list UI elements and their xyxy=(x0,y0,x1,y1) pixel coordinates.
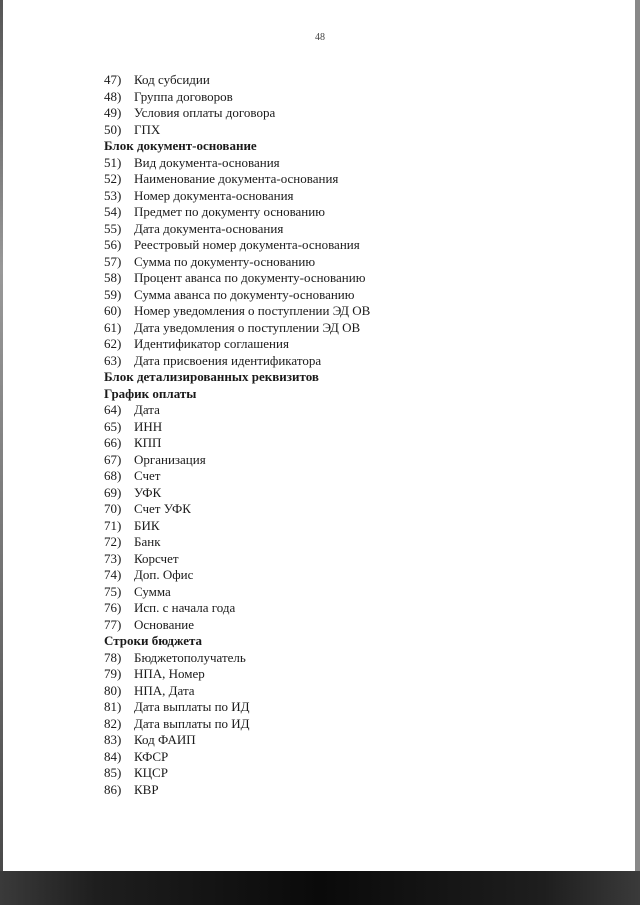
list-item-text: Реестровый номер документа-основания xyxy=(134,237,360,252)
list-item-text: Счет xyxy=(134,468,161,483)
list-item xyxy=(104,468,584,485)
section-heading-text: График оплаты xyxy=(104,385,197,401)
list-item-text: Дата документа-основания xyxy=(134,220,284,236)
list-item xyxy=(104,716,584,733)
list-item xyxy=(104,171,584,188)
document-body xyxy=(104,72,584,798)
list-item xyxy=(104,699,584,716)
list-item-number: 73) xyxy=(104,550,122,566)
list-item-text: Корсчет xyxy=(134,550,179,566)
list-item-text: Дата xyxy=(134,402,160,417)
list-item xyxy=(104,732,584,749)
list-item-text: ГПХ xyxy=(134,121,161,137)
list-item-number: 81) xyxy=(104,699,122,714)
list-item xyxy=(104,155,584,172)
list-item-text: Номер документа-основания xyxy=(134,187,294,203)
list-item-number: 58) xyxy=(104,270,122,285)
list-item xyxy=(104,485,584,502)
list-item xyxy=(104,600,584,617)
list-item xyxy=(104,320,584,337)
section-heading xyxy=(104,633,584,650)
list-item-text: Дата выплаты по ИД xyxy=(134,715,250,731)
list-item-number: 51) xyxy=(104,154,122,170)
list-item-number: 80) xyxy=(104,682,122,698)
list-item xyxy=(104,617,584,634)
list-item-number: 69) xyxy=(104,484,122,500)
list-item-number: 79) xyxy=(104,666,122,681)
list-item-text: КПП xyxy=(134,435,162,450)
list-item xyxy=(104,534,584,551)
list-item-number: 76) xyxy=(104,600,122,615)
scan-left-edge xyxy=(0,0,3,905)
list-item-number: 55) xyxy=(104,220,122,236)
list-item-number: 74) xyxy=(104,567,122,582)
list-item xyxy=(104,353,584,370)
section-heading xyxy=(104,386,584,403)
list-item-number: 53) xyxy=(104,187,122,203)
list-item-text: Дата присвоения идентификатора xyxy=(134,352,322,368)
list-item-number: 78) xyxy=(104,649,122,665)
list-item xyxy=(104,749,584,766)
list-item-text: Идентификатор соглашения xyxy=(134,336,289,351)
list-item-number: 49) xyxy=(104,105,122,120)
list-item-text: КВР xyxy=(134,781,159,797)
list-item xyxy=(104,666,584,683)
list-item-number: 62) xyxy=(104,336,122,351)
list-item-number: 66) xyxy=(104,435,122,450)
list-item-text: Предмет по документу основанию xyxy=(134,204,325,219)
list-item xyxy=(104,567,584,584)
list-item-text: Номер уведомления о поступлении ЭД ОВ xyxy=(134,303,371,318)
list-item-text: Бюджетополучатель xyxy=(134,649,246,665)
list-item-number: 64) xyxy=(104,402,122,417)
list-item xyxy=(104,188,584,205)
list-item-number: 71) xyxy=(104,517,122,533)
list-item-number: 82) xyxy=(104,715,122,731)
scan-bottom-band xyxy=(0,871,640,905)
list-item-text: НПА, Дата xyxy=(134,682,195,698)
list-item-number: 47) xyxy=(104,72,122,87)
list-item-text: БИК xyxy=(134,517,160,533)
list-item xyxy=(104,518,584,535)
list-item-number: 56) xyxy=(104,237,122,252)
list-item xyxy=(104,237,584,254)
list-item-number: 68) xyxy=(104,468,122,483)
list-item xyxy=(104,435,584,452)
page-number: 48 xyxy=(315,32,325,43)
list-item xyxy=(104,501,584,518)
list-item-number: 57) xyxy=(104,253,122,269)
list-item-text: Счет УФК xyxy=(134,501,191,516)
section-heading-text: Строки бюджета xyxy=(104,633,203,648)
list-item xyxy=(104,254,584,271)
list-item xyxy=(104,221,584,238)
list-item xyxy=(104,89,584,106)
list-item-text: НПА, Номер xyxy=(134,666,205,681)
list-item xyxy=(104,452,584,469)
list-item-number: 59) xyxy=(104,286,122,302)
list-item-number: 72) xyxy=(104,534,122,549)
list-item xyxy=(104,336,584,353)
list-item-number: 77) xyxy=(104,616,122,632)
section-heading xyxy=(104,369,584,386)
list-item-text: Исп. с начала года xyxy=(134,600,236,615)
list-item xyxy=(104,72,584,89)
list-item-number: 52) xyxy=(104,171,122,186)
list-item xyxy=(104,782,584,799)
list-item-text: Код ФАИП xyxy=(134,732,196,747)
list-item-number: 61) xyxy=(104,319,122,335)
section-heading xyxy=(104,138,584,155)
section-heading-text: Блок документ-основание xyxy=(104,138,257,153)
list-item-number: 50) xyxy=(104,121,122,137)
list-item xyxy=(104,419,584,436)
list-item-number: 86) xyxy=(104,781,122,797)
list-item xyxy=(104,584,584,601)
scan-right-edge xyxy=(635,0,640,905)
list-item-number: 63) xyxy=(104,352,122,368)
list-item-number: 48) xyxy=(104,88,122,104)
list-item-text: Дата уведомления о поступлении ЭД ОВ xyxy=(134,319,361,335)
list-item-text: Сумма xyxy=(134,583,171,599)
list-item-number: 75) xyxy=(104,583,122,599)
list-item-text: КЦСР xyxy=(134,765,168,780)
list-item xyxy=(104,122,584,139)
list-item xyxy=(104,204,584,221)
list-item-number: 65) xyxy=(104,418,122,434)
list-item-text: Дата выплаты по ИД xyxy=(134,699,250,714)
list-item-text: Основание xyxy=(134,616,195,632)
list-item-text: Код субсидии xyxy=(134,72,210,87)
list-item xyxy=(104,303,584,320)
list-item-text: КФСР xyxy=(134,748,169,764)
list-item xyxy=(104,105,584,122)
list-item-number: 84) xyxy=(104,748,122,764)
list-item-number: 67) xyxy=(104,451,122,467)
list-item-number: 60) xyxy=(104,303,122,318)
list-item xyxy=(104,765,584,782)
list-item xyxy=(104,402,584,419)
list-item-text: Наименование документа-основания xyxy=(134,171,339,186)
list-item-text: Сумма аванса по документу-основанию xyxy=(134,286,355,302)
list-item-text: ИНН xyxy=(134,418,163,434)
section-heading-text: Блок детализированных реквизитов xyxy=(104,369,319,384)
list-item-text: УФК xyxy=(134,484,162,500)
list-item-text: Банк xyxy=(134,534,161,549)
list-item-text: Вид документа-основания xyxy=(134,154,280,170)
list-item-number: 54) xyxy=(104,204,122,219)
list-item xyxy=(104,683,584,700)
list-item-text: Группа договоров xyxy=(134,88,233,104)
list-item-text: Условия оплаты договора xyxy=(134,105,276,120)
list-item-number: 83) xyxy=(104,732,122,747)
list-item xyxy=(104,551,584,568)
list-item xyxy=(104,287,584,304)
list-item-number: 85) xyxy=(104,765,122,780)
list-item xyxy=(104,270,584,287)
list-item-text: Сумма по документу-основанию xyxy=(134,253,316,269)
list-item xyxy=(104,650,584,667)
list-item-number: 70) xyxy=(104,501,122,516)
list-item-text: Процент аванса по документу-основанию xyxy=(134,270,366,285)
list-item-text: Доп. Офис xyxy=(134,567,194,582)
list-item-text: Организация xyxy=(134,451,206,467)
